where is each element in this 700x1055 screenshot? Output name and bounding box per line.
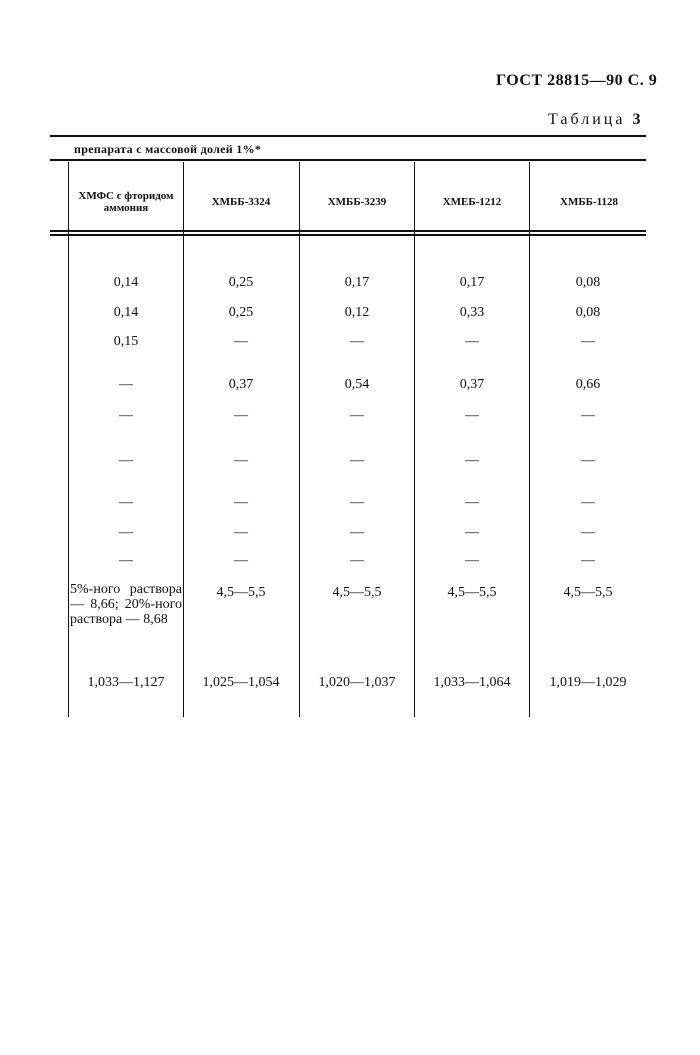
table-cell: — [581, 495, 595, 510]
subheader-rule [50, 159, 646, 161]
table-cell: 0,37 [228, 377, 254, 392]
column-divider [68, 162, 69, 717]
column-header-hmbb-1128: ХМББ-1128 [560, 196, 618, 208]
table-cell: 0,25 [228, 275, 254, 290]
table-cell: — [234, 495, 248, 510]
column-header-hmfs: ХМФС с фторидом аммония [78, 190, 174, 214]
table-caption-word: Таблица [548, 111, 626, 128]
table-cell: 0,66 [575, 377, 601, 392]
table-cell: 0,14 [113, 305, 139, 320]
table-cell: 4,5—5,5 [332, 585, 382, 600]
table-cell: — [119, 377, 133, 392]
table-caption [548, 111, 640, 129]
table-cell: — [350, 453, 364, 468]
column-divider [529, 162, 530, 717]
table-cell: — [581, 453, 595, 468]
column-divider [299, 162, 300, 717]
table-cell: 4,5—5,5 [216, 585, 266, 600]
table-cell: — [350, 525, 364, 540]
table-cell: — [119, 553, 133, 568]
table-cell: — [465, 525, 479, 540]
header-rule-top [50, 230, 646, 232]
table-top-rule [50, 135, 646, 137]
table-cell: — [581, 553, 595, 568]
table-cell: 0,37 [459, 377, 485, 392]
table-cell: — [465, 495, 479, 510]
table-caption-number: 3 [632, 111, 641, 128]
table-cell: — [465, 553, 479, 568]
table-cell: 0,17 [459, 275, 485, 290]
header-rule-bottom [50, 234, 646, 236]
table-cell: 1,019—1,029 [549, 675, 627, 690]
table-cell: — [234, 334, 248, 349]
table-cell: 4,5—5,5 [563, 585, 613, 600]
column-divider [414, 162, 415, 717]
column-header-hmbb-3324: ХМББ-3324 [211, 196, 271, 208]
table-cell: — [119, 525, 133, 540]
table-cell: — [581, 525, 595, 540]
table-cell: 0,54 [344, 377, 370, 392]
page-header: ГОСТ 28815—90 С. 9 [496, 72, 658, 89]
column-header-hmeb-1212: ХМЕБ-1212 [442, 196, 502, 208]
table-cell: 1,033—1,064 [433, 675, 511, 690]
table-cell: — [234, 408, 248, 423]
table-cell: 4,5—5,5 [447, 585, 497, 600]
table-cell: — [119, 453, 133, 468]
table-cell: — [234, 453, 248, 468]
table-cell: 0,15 [113, 334, 139, 349]
table-cell-note: 5%-ного раствора — 8,66; 20%-ного раствора — 8,68 [70, 582, 182, 627]
table-cell: — [350, 495, 364, 510]
table-cell: — [234, 525, 248, 540]
table-cell: 1,025—1,054 [202, 675, 280, 690]
table-cell: — [465, 334, 479, 349]
table-cell: 0,14 [113, 275, 139, 290]
table-cell: 0,33 [459, 305, 485, 320]
table-cell: — [465, 453, 479, 468]
table-cell: — [350, 334, 364, 349]
table-cell: 0,12 [344, 305, 370, 320]
table-cell: 1,033—1,127 [87, 675, 165, 690]
table-cell: 0,08 [575, 305, 601, 320]
table-cell: — [119, 408, 133, 423]
table-cell: — [350, 553, 364, 568]
table-cell: — [234, 553, 248, 568]
table-cell: 1,020—1,037 [318, 675, 396, 690]
table-cell: — [119, 495, 133, 510]
table-cell: 0,17 [344, 275, 370, 290]
column-header-hmbb-3239: ХМББ-3239 [327, 196, 387, 208]
table-cell: — [350, 408, 364, 423]
table-cell: 0,08 [575, 275, 601, 290]
table-cell: — [465, 408, 479, 423]
table-cell: — [581, 334, 595, 349]
column-divider [183, 162, 184, 717]
table-cell: — [581, 408, 595, 423]
table-cell: 0,25 [228, 305, 254, 320]
table-subheader: препарата с массовой долей 1%* [74, 142, 262, 156]
